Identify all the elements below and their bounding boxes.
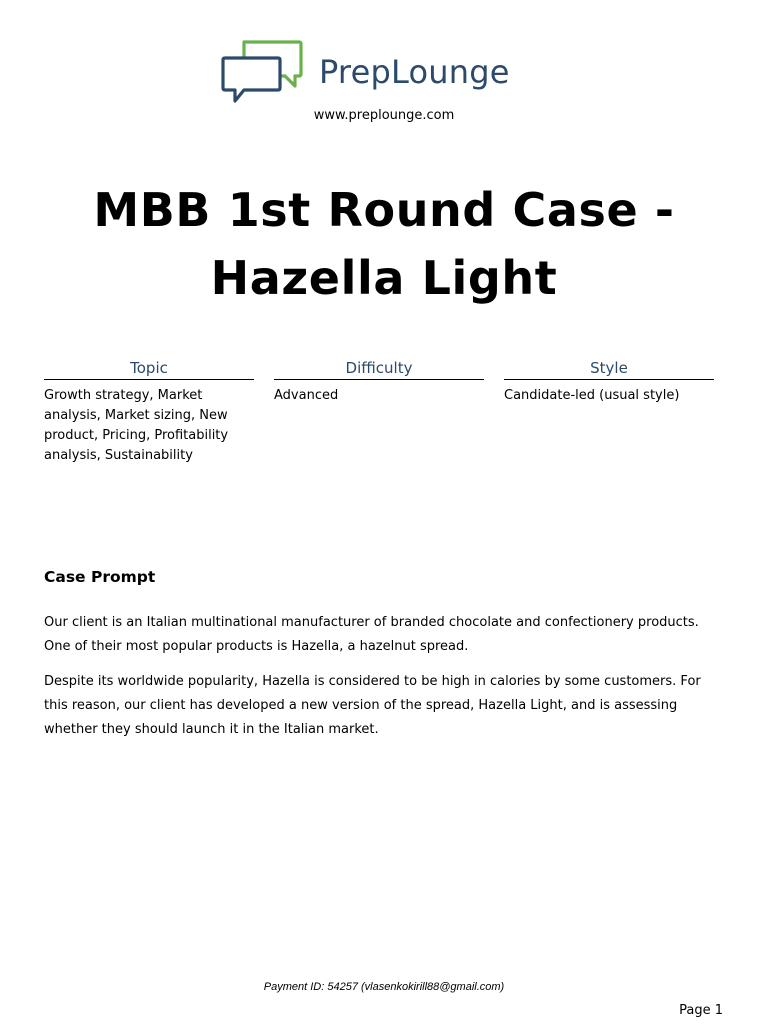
meta-label-style: Style: [504, 358, 714, 380]
meta-label-difficulty: Difficulty: [274, 358, 484, 380]
speech-bubbles-icon: [221, 40, 303, 106]
case-title-line-2: Hazella Light: [210, 251, 558, 305]
meta-column-style: [504, 358, 714, 406]
meta-label-topic: Topic: [44, 358, 254, 380]
brand-name: PrepLounge: [319, 53, 510, 91]
case-title: [20, 176, 748, 312]
meta-column-difficulty: [274, 358, 484, 406]
case-title-line-1: MBB 1st Round Case -: [93, 183, 675, 237]
meta-column-topic: [44, 358, 254, 466]
meta-value-difficulty: Advanced: [274, 388, 339, 403]
case-prompt-paragraph: Despite its worldwide popularity, Hazella is considered to be high in calories by some customers. For this reason, our client has developed a new version of the spread, Hazella Light, and is assessing whether they should launch it in the Italian market.: [44, 674, 701, 737]
payment-id: Payment ID: 54257 (vlasenkokirill88@gmail.com): [263, 981, 505, 993]
meta-value-style: Candidate-led (usual style): [504, 388, 680, 403]
case-prompt-paragraph: Our client is an Italian multinational manufacturer of branded chocolate and confectionery products. One of their most popular products is Hazella, a hazelnut spread.: [44, 615, 699, 654]
preplounge-logo: [221, 40, 510, 106]
meta-value-topic: Growth strategy, Market analysis, Market sizing, New product, Pricing, Profitability analysis, Sustainability: [44, 388, 229, 463]
website-url[interactable]: www.preplounge.com: [313, 108, 455, 123]
case-prompt-heading: Case Prompt: [44, 568, 156, 586]
page-number: Page 1: [679, 1003, 723, 1018]
